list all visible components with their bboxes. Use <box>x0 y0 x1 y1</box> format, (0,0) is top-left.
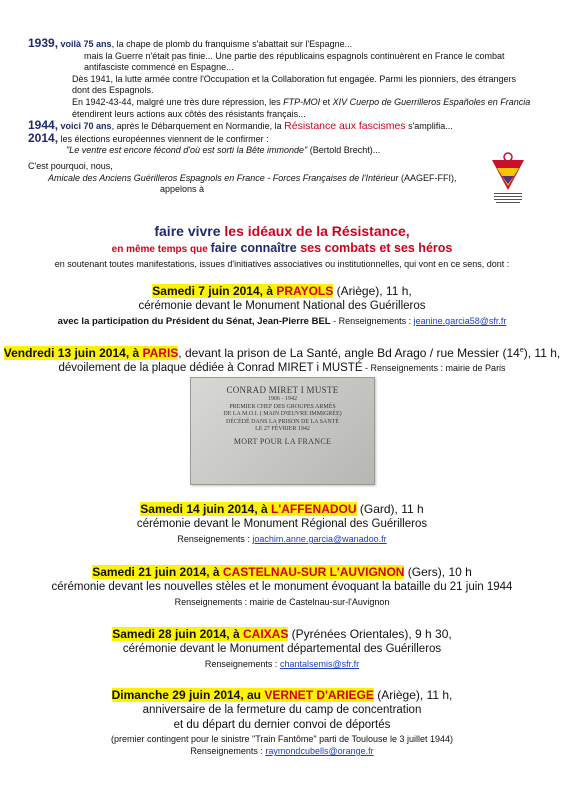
org-abbr: (AAGEF-FFI), <box>398 172 457 183</box>
intro-line-1942 <box>28 97 533 120</box>
resistance-aux-fascismes: Résistance aux fascismes <box>284 120 406 133</box>
intro-line-1939 <box>28 38 533 51</box>
plaque-line: DE LA M.O.I. ( MAIN D'ŒUVRE IMMIGRÉE) <box>223 411 342 418</box>
event-detail-sup: e <box>519 347 524 354</box>
event-detail-end: ), 11 h, <box>523 346 561 360</box>
faire-connaitre: faire connaître <box>210 241 301 255</box>
intro-cest-pourquoi: C'est pourquoi, nous, <box>28 160 113 171</box>
event-description: cérémonie devant le Monument National des Guérilleros <box>138 300 426 312</box>
event-vernet <box>0 687 564 757</box>
plaque-mort: MORT POUR LA FRANCE <box>233 436 332 446</box>
plaque-line: LE 27 FÉVRIER 1942 <box>255 426 310 433</box>
voici-70-ans: voici 70 ans <box>58 121 112 132</box>
event-date: Samedi 14 juin 2014, à L'AFFENADOU <box>140 502 357 516</box>
event-detail: (Ariège), 11 h, <box>373 688 453 702</box>
event-description-2: et du départ du dernier convoi de déportés <box>173 719 391 731</box>
event-date: Vendredi 13 juin 2014, à PARIS <box>3 346 179 360</box>
email-link[interactable]: jeanine.garcia58@sfr.fr <box>413 316 507 326</box>
event-note: (premier contingent pour le sinistre "Train Fantôme" parti de Toulouse le 3 juillet 1944) <box>110 734 454 744</box>
intro-text <box>28 38 533 196</box>
plaque-photo <box>190 377 375 485</box>
plaque-title: CONRAD MIRET I MUSTE <box>226 385 339 395</box>
year-1939: 1939, <box>28 36 59 50</box>
intro-line-1941: Dès 1941, la lutte armée contre l'Occupation et la Collaboration fut engagée. Parmi les pionniers, des étrangers dont des Espagnols. <box>72 73 516 96</box>
intro-line-guerre: mais la Guerre n'était pas finie... Une partie des républicains espagnols continuèrent en France le combat antifasciste commencé en Espagne... <box>84 50 505 73</box>
event-date: Samedi 21 juin 2014, à CASTELNAU-SUR L'AUVIGNON <box>92 565 405 579</box>
intro-1944-end: s'amplifia... <box>405 121 453 132</box>
email-link[interactable]: joachim.anne.garcia@wanadoo.fr <box>252 534 387 544</box>
quote-text: "Le ventre est encore fécond d'où est sorti la Bête immonde" <box>66 145 308 156</box>
brecht-quote <box>28 145 533 157</box>
ftp-moi: FTP-MOI <box>283 96 321 107</box>
event-extra: avec la participation du Président du Sénat, Jean-Pierre BEL <box>57 316 331 327</box>
intro-line-2014 <box>28 130 533 146</box>
event-place: CAIXAS <box>242 627 289 641</box>
event-detail: (Gers), 10 h <box>404 565 472 579</box>
event-detail: (Pyrénées Orientales), 9 h 30, <box>288 627 452 641</box>
event-description: cérémonie devant le Monument départemental des Guérilleros <box>122 643 442 655</box>
voila-75-ans: voilà 75 ans <box>58 39 112 49</box>
event-date: Dimanche 29 juin 2014, au VERNET D'ARIEGE <box>111 688 374 702</box>
intro-1939-rest: , la chape de plomb du franquisme s'abattait sur l'Espagne... <box>111 39 353 49</box>
event-date: Samedi 7 juin 2014, à PRAYOLS <box>152 284 334 298</box>
intro-appelons: appelons à <box>160 184 205 195</box>
ideaux-resistance: les idéaux de la Résistance, <box>224 223 410 239</box>
event-prayols <box>0 283 564 329</box>
event-date: Samedi 28 juin 2014, à CAIXAS <box>112 627 289 641</box>
intro-line-1944 <box>28 120 533 133</box>
event-caixas <box>0 626 564 672</box>
event-info: Renseignements : mairie de Castelnau-sur-l'Auvignon <box>174 597 390 607</box>
combats-heros: ses combats et ses héros <box>300 241 453 255</box>
plaque-years: 1906 - 1942 <box>268 396 297 402</box>
email-link[interactable]: raymondcubells@orange.fr <box>265 746 374 756</box>
intro-org <box>28 173 533 185</box>
event-description: anniversaire de la fermeture du camp de concentration <box>142 704 422 716</box>
event-description: cérémonie devant les nouvelles stèles et le monument évoquant la bataille du 21 juin 1944 <box>51 581 513 593</box>
email-link[interactable]: chantalsemis@sfr.fr <box>279 659 360 669</box>
intro-1942-c: et <box>320 96 333 107</box>
event-info: - Renseignements : mairie de Paris <box>362 363 506 373</box>
year-1944: 1944, <box>28 118 59 133</box>
event-place: L'AFFENADOU <box>271 502 357 516</box>
plaque-line: DÉCÉDÉ DANS LA PRISON DE LA SANTÉ <box>225 418 339 425</box>
event-place: CASTELNAU-SUR L'AUVIGNON <box>222 565 405 579</box>
aagef-emblem-icon <box>488 150 528 210</box>
intro-1944-mid: , après le Débarquement en Normandie, la <box>111 121 285 132</box>
headline-soutenant: en soutenant toutes manifestations, issues d'initiatives associatives ou institutionnelles, qui vont en ce sens, dont : <box>54 259 510 269</box>
intro-1942-e: étendirent leurs actions aux côtés des résistants français... <box>72 108 306 119</box>
quote-author: (Bertold Brecht)... <box>307 145 381 156</box>
event-info: - Renseignements : <box>330 316 414 326</box>
headline-faire-vivre <box>0 222 564 240</box>
en-meme-temps: en même temps que <box>111 244 211 255</box>
event-castelnau <box>0 564 564 610</box>
event-description: cérémonie devant le Monument Régional des Guérilleros <box>136 518 428 530</box>
intro-2014-rest: les élections européennes viennent de le confirmer : <box>58 133 269 144</box>
event-place: VERNET D'ARIEGE <box>264 688 374 702</box>
faire-vivre: faire vivre <box>154 223 225 239</box>
org-name: Amicale des Anciens Guérilleros Espagnols en France - Forces Françaises de l'Intérieur <box>48 172 399 183</box>
plaque-line: PREMIER CHEF DES GROUPES ARMÉS <box>229 403 336 410</box>
event-info: Renseignements : <box>204 659 280 669</box>
year-2014: 2014, <box>28 130 59 145</box>
event-detail: , devant la prison de La Santé, angle Bd Arago / rue Messier (14 <box>178 346 520 360</box>
event-place: PRAYOLS <box>276 284 334 298</box>
event-description: dévoilement de la plaque dédiée à Conrad MIRET i MUSTÉ <box>58 362 363 374</box>
headline-faire-connaitre <box>0 240 564 258</box>
event-info: Renseignements : <box>190 746 266 756</box>
event-affenadou <box>0 501 564 547</box>
event-place: PARIS <box>142 346 179 360</box>
event-paris <box>0 343 564 376</box>
intro-1942-a: En 1942-43-44, malgré une très dure répression, les <box>72 96 284 107</box>
event-detail: (Ariège), 11 h, <box>333 284 412 298</box>
event-info: Renseignements : <box>177 534 253 544</box>
event-detail: (Gard), 11 h <box>356 502 424 516</box>
xiv-cuerpo: XIV Cuerpo de Guerrilleros Españoles en Francia <box>332 96 531 107</box>
